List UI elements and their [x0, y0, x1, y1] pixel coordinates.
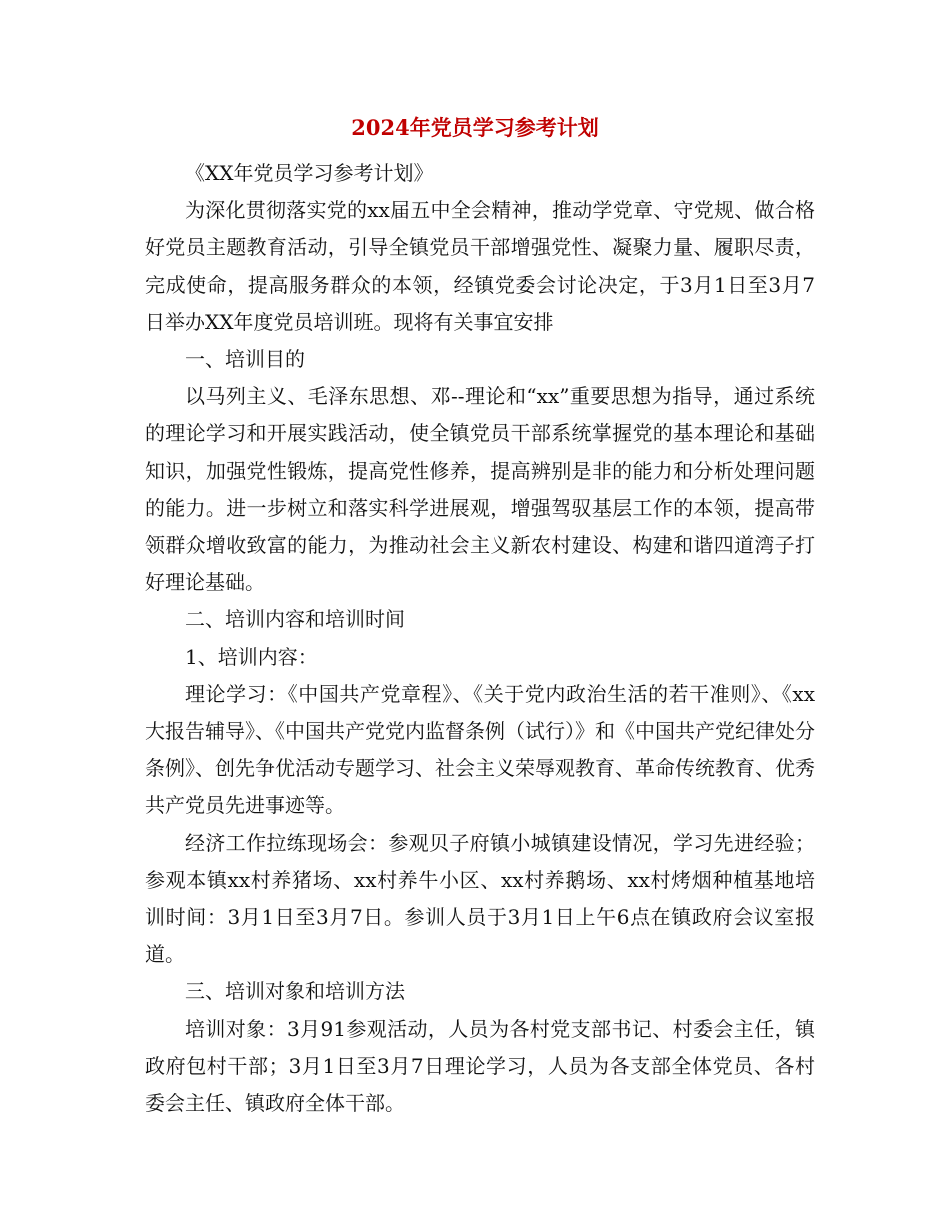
paragraph-purpose: 以马列主义、毛泽东思想、邓--理论和“xx”重要思想为指导，通过系统的理论学习和开展实践活动，使全镇党员干部系统掌握党的基本理论和基础知识，加强党性锻炼，提高党性修养，提高辨别是非的能力和分析处理问题的能力。进一步树立和落实科学进展观，增强驾驭基层工作的本领，提高带领群众增收致富的能力，为推动社会主义新农村建设、构建和谐四道湾子打好理论基础。 — [145, 384, 815, 595]
paragraph-intro: 为深化贯彻落实党的xx届五中全会精神，推动学党章、守党规、做合格好党员主题教育活动，引导全镇党员干部增强党性、凝聚力量、履职尽责，完成使命，提高服务群众的本领，经镇党委会讨论决定，于3月1日至3月7日举办XX年度党员培训班。现将有关事宜安排 — [145, 198, 815, 334]
paragraph-field-meeting: 经济工作拉练现场会：参观贝子府镇小城镇建设情况，学习先进经验；参观本镇xx村养猪场、xx村养牛小区、xx村养鹅场、xx村烤烟种植基地培训时间：3月1日至3月7日。参训人员于3月1日上午6点在镇政府会议室报道。 — [145, 830, 815, 967]
section-heading-purpose: 一、培训目的 — [185, 347, 305, 372]
section-heading-content-time: 二、培训内容和培训时间 — [185, 607, 405, 632]
subsection-heading-content: 1、培训内容： — [185, 644, 318, 669]
section-heading-targets-methods: 三、培训对象和培训方法 — [185, 979, 405, 1004]
document-body — [145, 155, 815, 1122]
document-title: 2024年党员学习参考计划 — [351, 115, 599, 140]
paragraph-doc-name: 《XX年党员学习参考计划》 — [185, 161, 434, 185]
paragraph-theory-study: 理论学习：《中国共产党章程》、《关于党内政治生活的若干准则》、《xx大报告辅导》、《中国共产党党内监督条例（试行）》和《中国共产党纪律处分条例》、创先争优活动专题学习、社会主义荣辱观教育、革命传统教育、优秀共产党员先进事迹等。 — [145, 681, 815, 818]
paragraph-targets: 培训对象：3月91参观活动，人员为各村党支部书记、村委会主任，镇政府包村干部；3月1日至3月7日理论学习，人员为各支部全体党员、各村委会主任、镇政府全体干部。 — [145, 1016, 815, 1116]
